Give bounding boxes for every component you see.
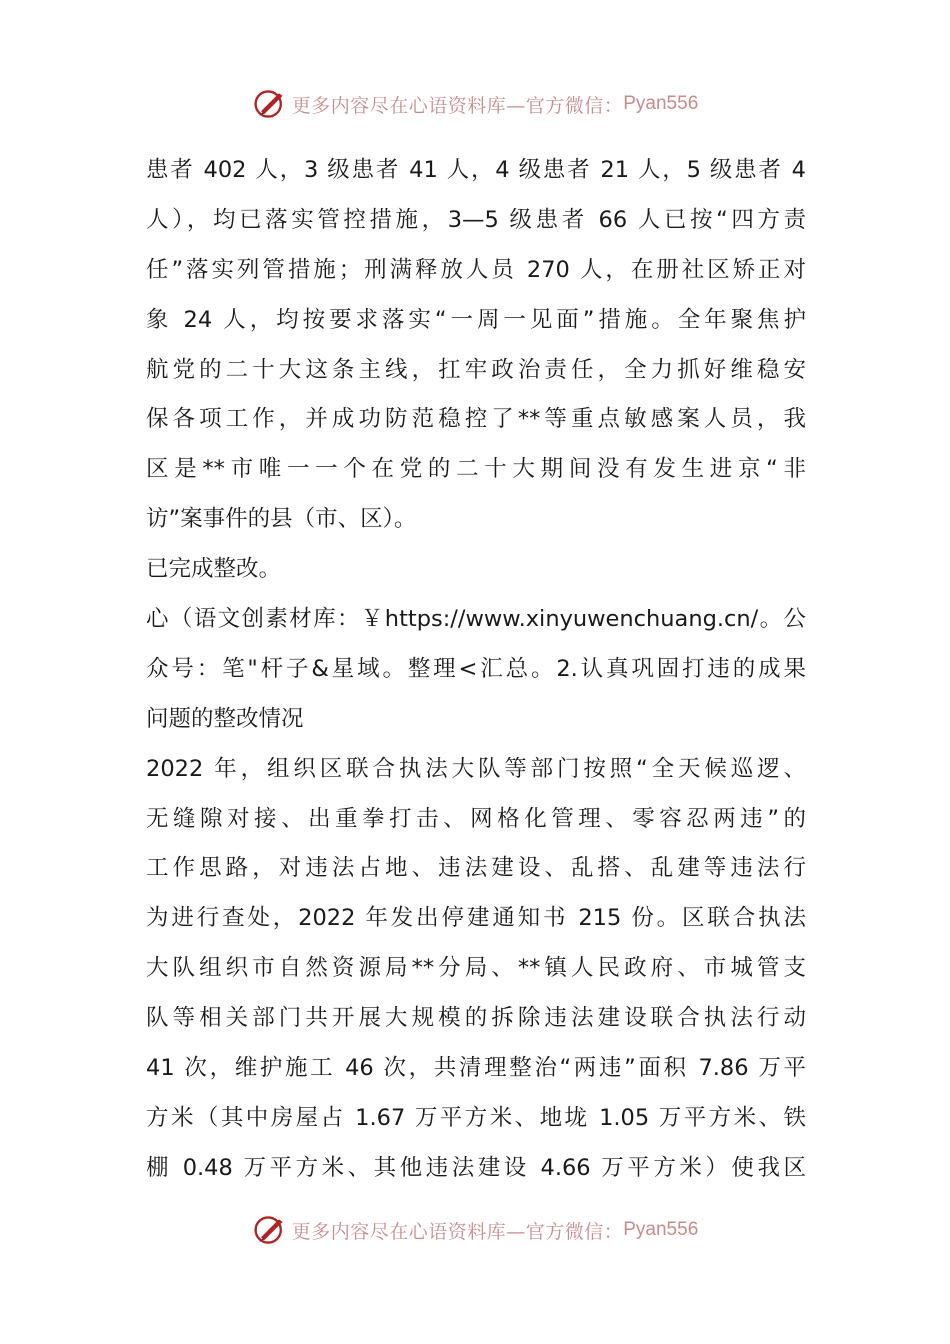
text-line: 心（语文创素材库：￥https://www.xinyuwenchuang.cn/。公 (146, 606, 806, 633)
text-line: 保各项工作，并成功防范稳控了**等重点敏感案人员，我 (146, 406, 806, 433)
text-line: 已完成整改。 (146, 556, 282, 583)
text-line: 无缝隙对接、出重拳打击、网格化管理、零容忍两违”的 (146, 805, 806, 832)
text-line: 任”落实列管措施；刑满释放人员 270 人，在册社区矫正对 (146, 256, 806, 283)
text-line: 患者 402 人，3 级患者 41 人，4 级患者 21 人，5 级患者 4 (146, 157, 806, 183)
footer-wechat-id: Pyan556 (623, 1219, 699, 1240)
text-line: 象 24 人，均按要求落实“一周一见面”措施。全年聚焦护 (146, 306, 806, 333)
text-line: 人），均已落实管控措施，3—5 级患者 66 人已按“四方责 (146, 206, 806, 233)
header-banner (0, 82, 950, 126)
pen-logo-icon (252, 86, 288, 122)
text-line: 航党的二十大这条主线，扛牢政治责任，全力抓好维稳安 (146, 356, 806, 383)
pen-logo-icon (252, 1212, 288, 1248)
text-line: 方米（其中房屋占 1.67 万平方米、地垅 1.05 万平方米、铁 (146, 1104, 806, 1131)
text-line: 队等相关部门共开展大规模的拆除违法建设联合执法行动 (146, 1005, 806, 1032)
text-line: 区是**市唯一一个在党的二十大期间没有发生进京“非 (146, 456, 806, 483)
text-line: 访”案事件的县（市、区）。 (146, 506, 417, 533)
text-line: 大队组织市自然资源局**分局、**镇人民政府、市城管支 (146, 955, 806, 982)
header-text: 更多内容尽在心语资料库—官方微信： (291, 94, 624, 117)
document-body (146, 146, 806, 1194)
footer-banner (0, 1208, 950, 1252)
text-line: 棚 0.48 万平方米、其他违法建设 4.66 万平方米）使我区 (146, 1154, 806, 1181)
header-wechat-id: Pyan556 (623, 93, 699, 114)
text-line: 41 次，维护施工 46 次，共清理整治“两违”面积 7.86 万平 (146, 1055, 806, 1082)
text-line: 2022 年，组织区联合执法大队等部门按照“全天候巡逻、 (146, 755, 806, 782)
text-line: 问题的整改情况 (146, 705, 304, 732)
text-line: 工作思路，对违法占地、违法建设、乱搭、乱建等违法行 (146, 855, 806, 882)
footer-text: 更多内容尽在心语资料库—官方微信： (291, 1220, 624, 1243)
text-line: 为进行查处，2022 年发出停建通知书 215 份。区联合执法 (146, 905, 806, 932)
text-line: 众号：笔"杆子&星域。整理<汇总。2.认真巩固打违的成果 (146, 655, 806, 682)
